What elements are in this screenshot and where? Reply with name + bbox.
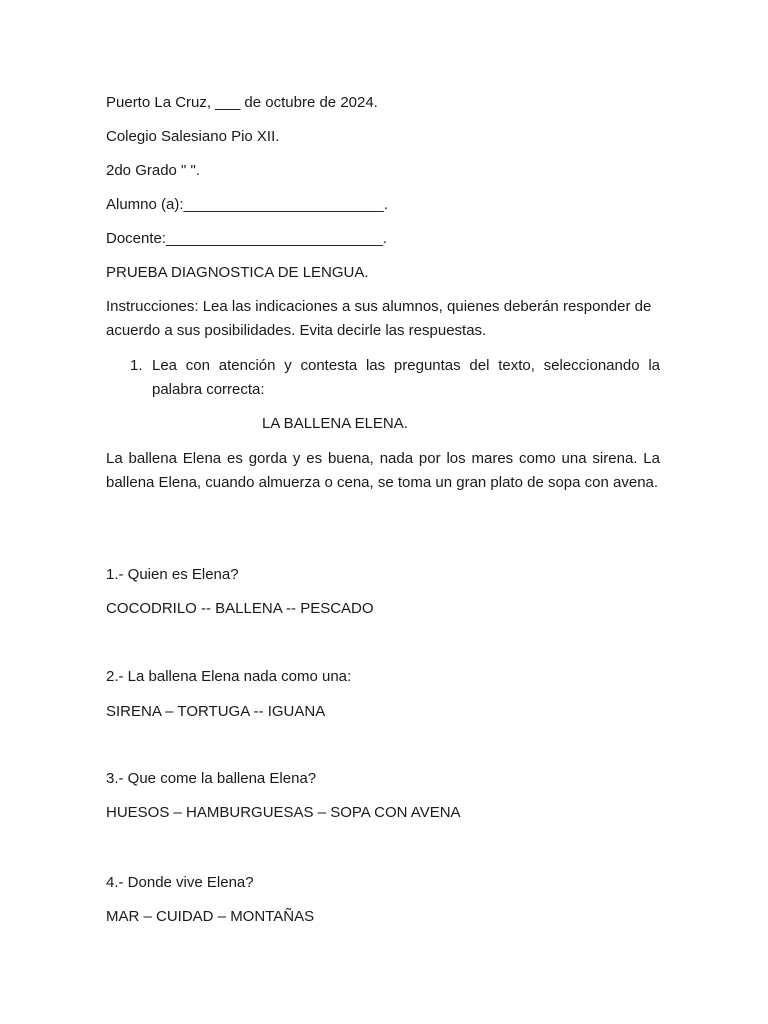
grade-line: 2do Grado " ". bbox=[106, 162, 201, 179]
numbered-item-1 bbox=[130, 354, 660, 402]
school-name: Colegio Salesiano Pio XII. bbox=[106, 128, 280, 145]
question-1: 1.- Quien es Elena? bbox=[106, 566, 239, 583]
student-name-line: Alumno (a):________________________. bbox=[106, 196, 388, 213]
item-number: 1. bbox=[130, 357, 143, 374]
story-title: LA BALLENA ELENA. bbox=[262, 415, 408, 432]
question-3: 3.- Que come la ballena Elena? bbox=[106, 770, 317, 787]
question-2: 2.- La ballena Elena nada como una: bbox=[106, 668, 352, 685]
question-1-options: COCODRILO -- BALLENA -- PESCADO bbox=[106, 600, 374, 617]
teacher-name-line: Docente:__________________________. bbox=[106, 230, 388, 247]
question-3-options: HUESOS – HAMBURGUESAS – SOPA CON AVENA bbox=[106, 804, 461, 821]
place-date-line: Puerto La Cruz, ___ de octubre de 2024. bbox=[106, 94, 378, 111]
item-text: Lea con atención y contesta las preguntas del texto, seleccionando la palabra correcta: bbox=[152, 357, 660, 398]
story-paragraph: La ballena Elena es gorda y es buena, nada por los mares como una sirena. La ballena Elena, cuando almuerza o cena, se toma un gran plato de sopa con avena. bbox=[106, 450, 660, 491]
test-title: PRUEBA DIAGNOSTICA DE LENGUA. bbox=[106, 264, 369, 281]
question-2-options: SIRENA – TORTUGA -- IGUANA bbox=[106, 703, 326, 720]
question-4: 4.- Donde vive Elena? bbox=[106, 874, 254, 891]
question-4-options: MAR – CUIDAD – MONTAÑAS bbox=[106, 908, 315, 925]
instructions-paragraph: Instrucciones: Lea las indicaciones a sus alumnos, quienes deberán responder de acuerdo a sus posibilidades. Evita decirle las respuestas. bbox=[106, 298, 652, 339]
